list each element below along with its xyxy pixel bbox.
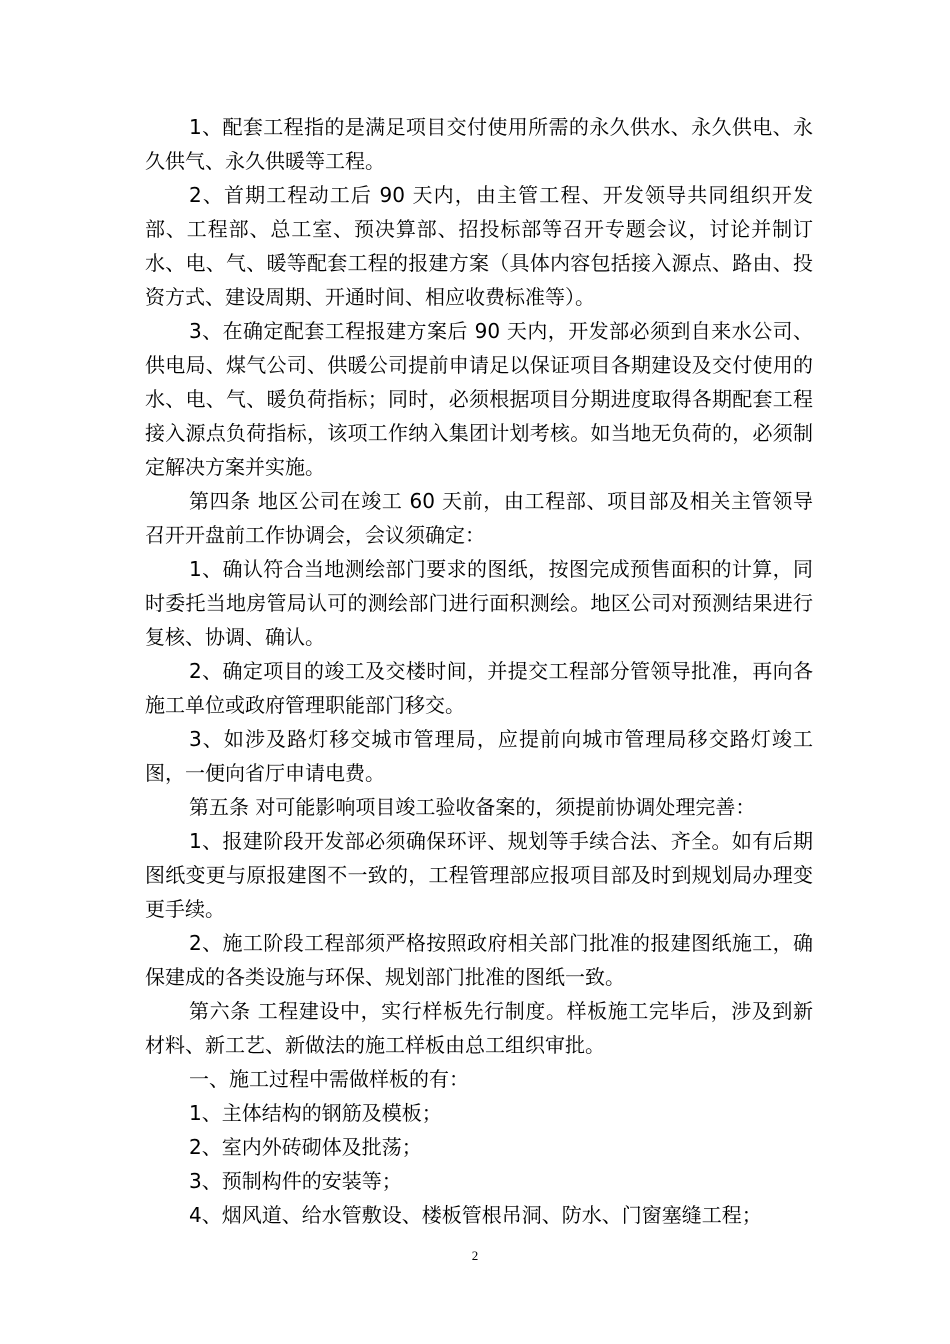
paragraph-article-4: 第四条 地区公司在竣工 60 天前，由工程部、项目部及相关主管领导召开开盘前工作协调会，会议须确定： bbox=[145, 489, 813, 547]
list-item-ducts-waterproofing: 4、烟风道、给水管敷设、楼板管根吊洞、防水、门窗塞缝工程； bbox=[189, 1203, 762, 1227]
paragraph-article-6: 第六条 工程建设中，实行样板先行制度。样板施工完毕后，涉及到新材料、新工艺、新做法的施工样板由总工组织审批。 bbox=[145, 999, 813, 1057]
document-body bbox=[145, 110, 813, 1232]
paragraph-load-application: 3、在确定配套工程报建方案后 90 天内，开发部必须到自来水公司、供电局、煤气公司、供暖公司提前申请足以保证项目各期建设及交付使用的水、电、气、暖负荷指标；同时，必须根据项目分期进度取得各期配套工程接入源点负荷指标，该项工作纳入集团计划考核。如当地无负荷的，必须制定解决方案并实施。 bbox=[145, 319, 813, 479]
paragraph-supporting-works-definition: 1、配套工程指的是满足项目交付使用所需的永久供水、永久供电、永久供气、永久供暖等工程。 bbox=[145, 115, 813, 173]
page-number: 2 bbox=[471, 1248, 479, 1263]
paragraph-special-meeting: 2、首期工程动工后 90 天内，由主管工程、开发领导共同组织开发部、工程部、总工室、预决算部、招投标部等召开专题会议，讨论并制订水、电、气、暖等配套工程的报建方案（具体内容包括接入源点、路由、投资方式、建设周期、开通时间、相应收费标准等）。 bbox=[145, 183, 813, 309]
paragraph-area-survey: 1、确认符合当地测绘部门要求的图纸，按图完成预售面积的计算，同时委托当地房管局认可的测绘部门进行面积测绘。地区公司对预测结果进行复核、协调、确认。 bbox=[145, 557, 813, 649]
paragraph-permit-stage: 1、报建阶段开发部必须确保环评、规划等手续合法、齐全。如有后期图纸变更与原报建图不一致的，工程管理部应报项目部及时到规划局办理变更手续。 bbox=[145, 829, 813, 921]
list-item-precast: 3、预制构件的安装等； bbox=[189, 1169, 402, 1193]
list-item-rebar-formwork: 1、主体结构的钢筋及模板； bbox=[189, 1101, 442, 1125]
paragraph-street-lights: 3、如涉及路灯移交城市管理局，应提前向城市管理局移交路灯竣工图，一便向省厅申请电费。 bbox=[145, 727, 813, 785]
paragraph-article-5: 第五条 对可能影响项目竣工验收备案的，须提前协调处理完善： bbox=[189, 795, 756, 819]
paragraph-construction-stage: 2、施工阶段工程部须严格按照政府相关部门批准的报建图纸施工，确保建成的各类设施与环保、规划部门批准的图纸一致。 bbox=[145, 931, 813, 989]
paragraph-completion-handover: 2、确定项目的竣工及交楼时间，并提交工程部分管领导批准，再向各施工单位或政府管理职能部门移交。 bbox=[145, 659, 813, 717]
list-item-masonry: 2、室内外砖砌体及批荡； bbox=[189, 1135, 422, 1159]
paragraph-sample-list-heading: 一、施工过程中需做样板的有： bbox=[189, 1067, 469, 1091]
